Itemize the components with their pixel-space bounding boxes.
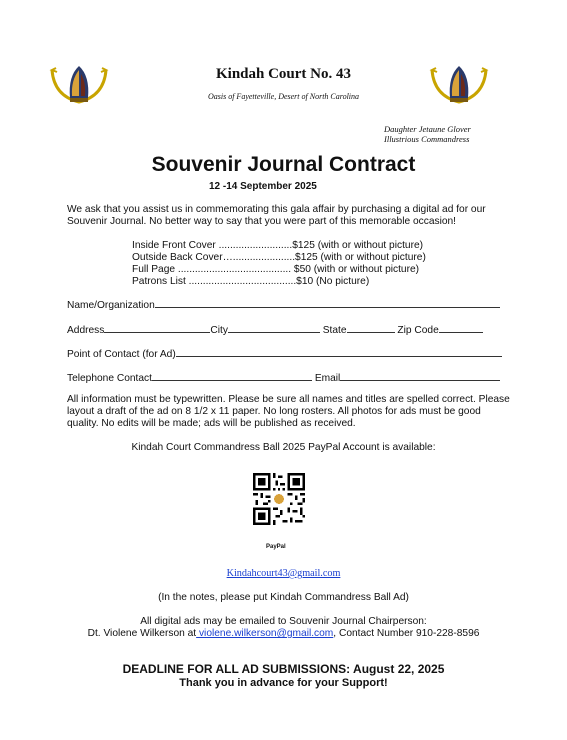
price-patrons-list: Patrons List ......................................$10 (No picture) bbox=[132, 276, 370, 287]
city-line[interactable] bbox=[228, 322, 320, 333]
org-subtitle: Oasis of Fayetteville, Desert of North Carolina bbox=[207, 92, 360, 101]
paypal-label: PayPal bbox=[266, 544, 286, 550]
name-organization-line[interactable] bbox=[155, 297, 500, 308]
address-row bbox=[67, 322, 483, 336]
address-line[interactable] bbox=[104, 322, 210, 333]
page-title: Souvenir Journal Contract bbox=[151, 153, 416, 176]
chairperson-suffix: , Contact Number 910-228-8596 bbox=[333, 628, 480, 639]
event-dates: 12 -14 September 2025 bbox=[209, 181, 317, 192]
paypal-qr-code[interactable] bbox=[253, 473, 305, 525]
contact-row bbox=[67, 346, 502, 360]
officer-block bbox=[384, 124, 471, 144]
chairperson-prefix: Dt. Violene Wilkerson at bbox=[87, 628, 197, 639]
price-inside-front-cover: Inside Front Cover ..........................$125 (with or without picture) bbox=[132, 240, 424, 251]
paypal-note: Kindah Court Commandress Ball 2025 PayPal Account is available: bbox=[131, 442, 436, 453]
name-organization-label: Name/Organization bbox=[67, 300, 155, 311]
deadline-notice: DEADLINE FOR ALL AD SUBMISSIONS: August 22, 2025 bbox=[122, 662, 445, 676]
email-instruction: All digital ads may be emailed to Souvenir Journal Chairperson: bbox=[140, 616, 427, 627]
telephone-email-row bbox=[67, 370, 500, 384]
officer-title: Illustrious Commandress bbox=[384, 134, 470, 144]
thank-you-note: Thank you in advance for your Support! bbox=[179, 677, 388, 689]
notes-instruction: (In the notes, please put Kindah Commandress Ball Ad) bbox=[158, 592, 409, 603]
officer-name: Daughter Jetaune Glover bbox=[384, 124, 471, 134]
paypal-email-wrap bbox=[0, 568, 567, 579]
price-full-page: Full Page ........................................ $50 (with or without picture) bbox=[132, 264, 420, 275]
contact-line[interactable] bbox=[176, 346, 502, 357]
chairperson-email-link[interactable]: violene.wilkerson@gmail.com bbox=[196, 628, 334, 639]
telephone-line[interactable] bbox=[152, 370, 312, 381]
email-label: Email bbox=[314, 373, 341, 384]
name-organization-row bbox=[67, 297, 500, 311]
email-line[interactable] bbox=[340, 370, 500, 381]
price-outside-back-cover: Outside Back Cover…......................$125 (with or without picture) bbox=[132, 252, 426, 263]
instructions-paragraph: All information must be typewritten. Please be sure all names and titles are spelled correct. Please layout a draft of the ad on 8 1/2 x 11 paper. No long rosters. All photos for ads must be good quality. No edits will be made; ads will be published as received. bbox=[67, 394, 510, 429]
state-label: State bbox=[322, 325, 347, 336]
city-label: City bbox=[210, 325, 228, 336]
address-label: Address bbox=[67, 325, 105, 336]
state-line[interactable] bbox=[347, 322, 395, 333]
intro-paragraph: We ask that you assist us in commemorating this gala affair by purchasing a digital ad for our Souvenir Journal. No better way to say that you were part of this memorable occasion! bbox=[67, 204, 486, 227]
zip-label: Zip Code bbox=[397, 325, 439, 336]
zip-line[interactable] bbox=[439, 322, 483, 333]
chairperson-line bbox=[0, 628, 567, 639]
paypal-email-link[interactable]: Kindahcourt43@gmail.com bbox=[226, 568, 341, 579]
org-name: Kindah Court No. 43 bbox=[215, 66, 352, 82]
telephone-label: Telephone Contact bbox=[67, 373, 152, 384]
contact-label: Point of Contact (for Ad) bbox=[67, 349, 176, 360]
